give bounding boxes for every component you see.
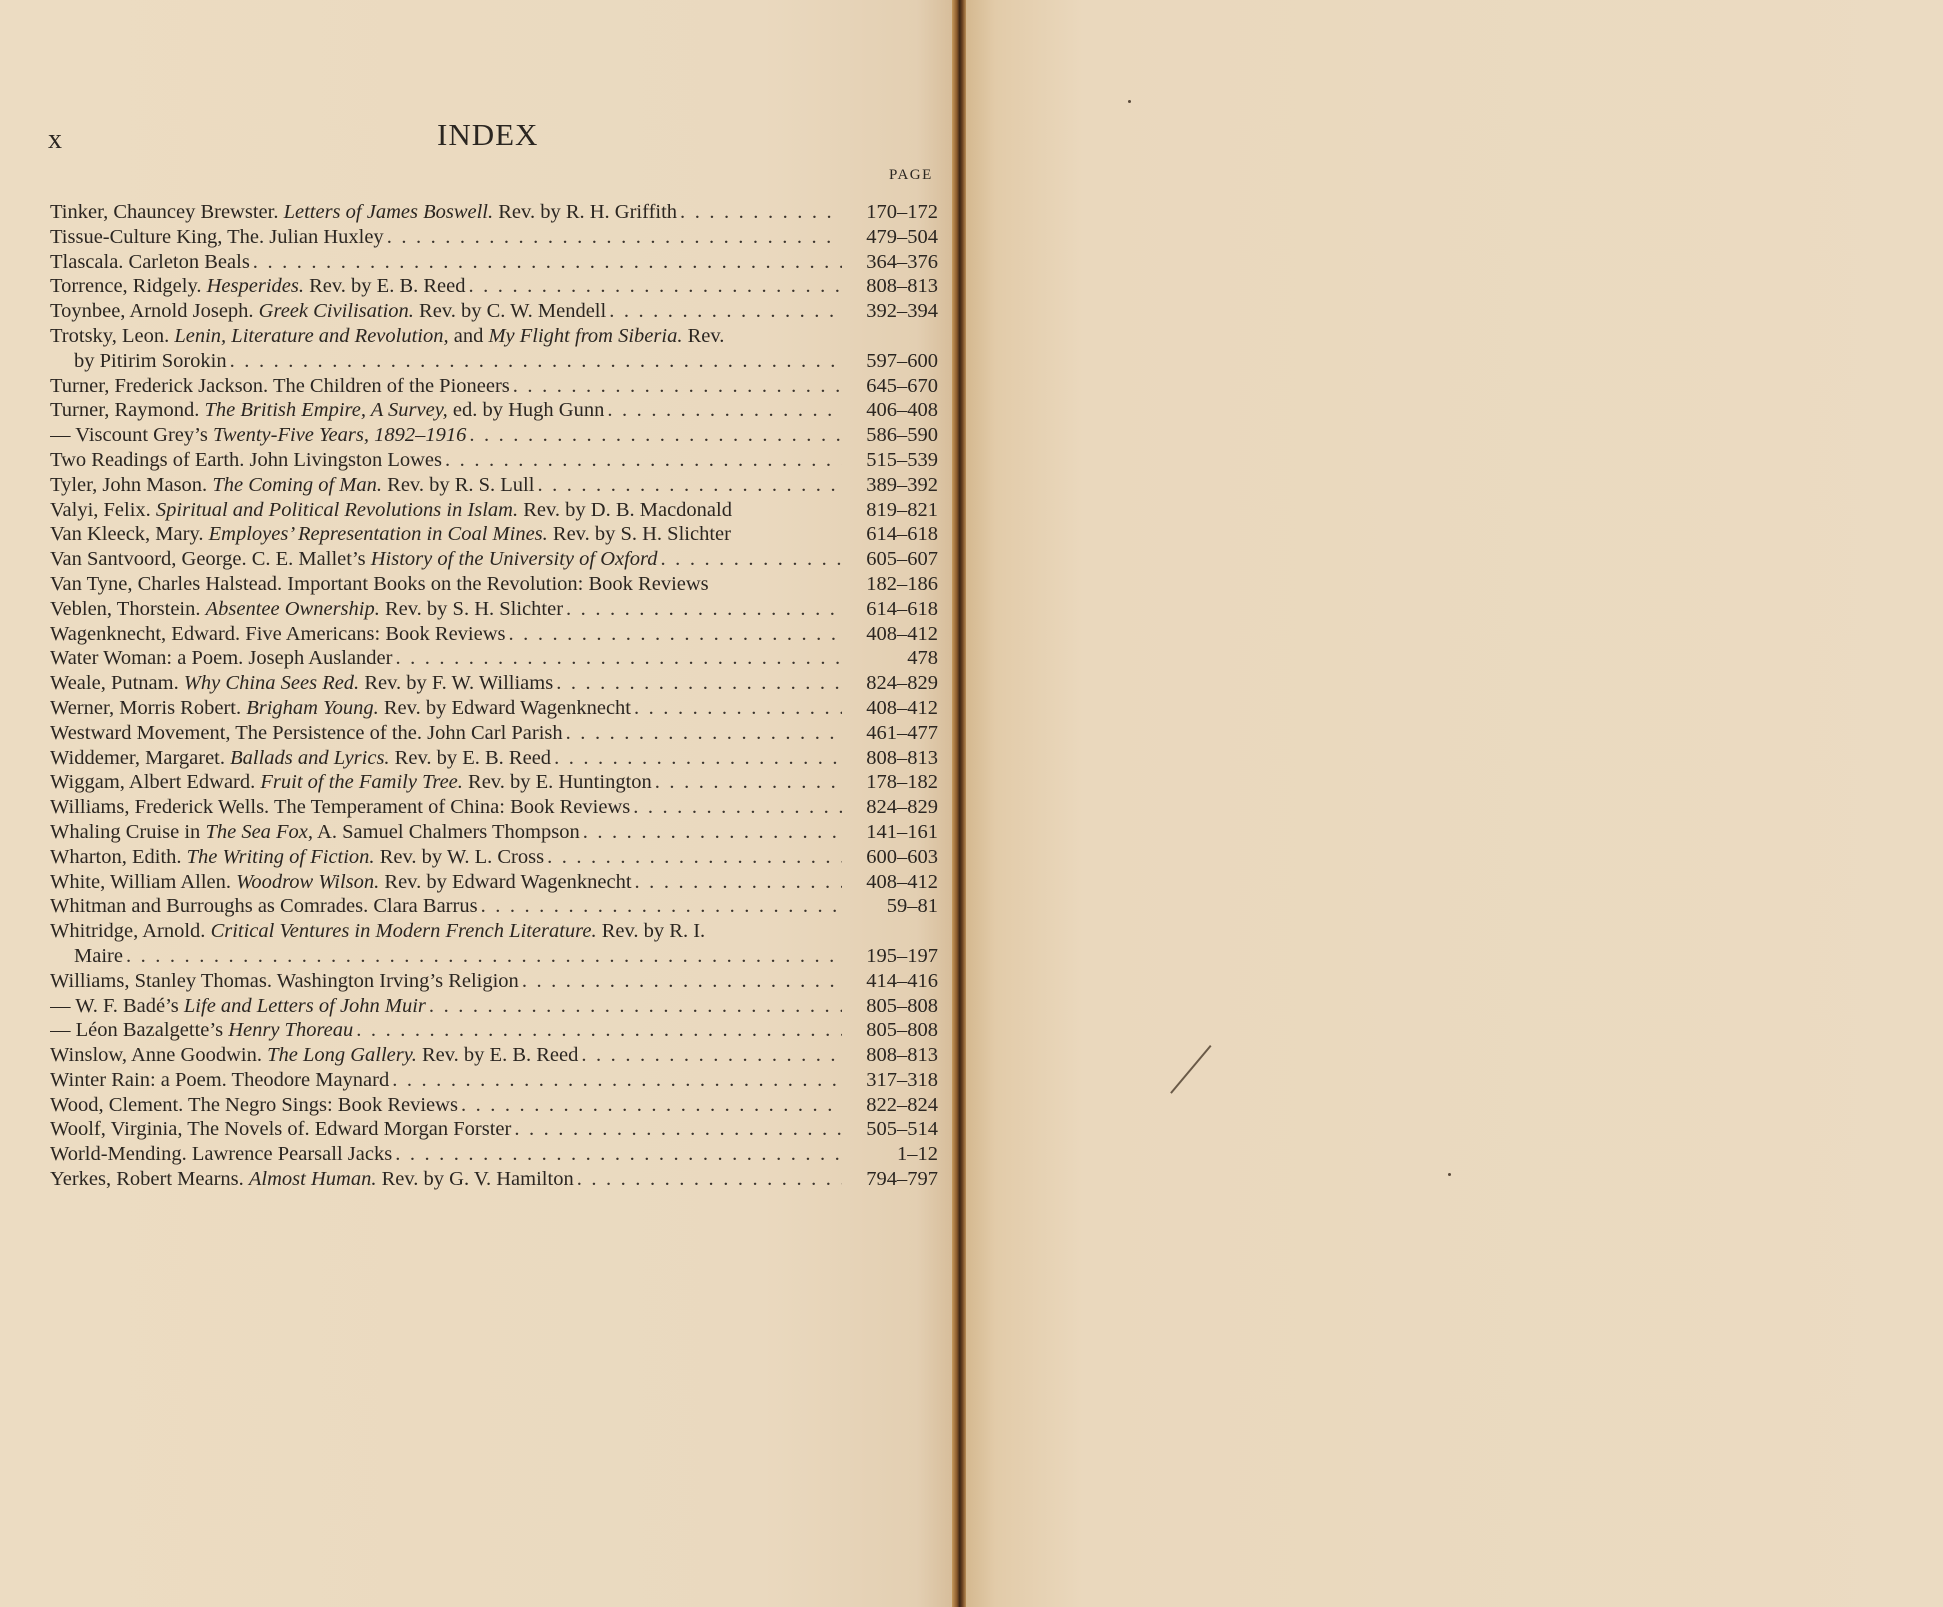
dot-leader xyxy=(387,225,842,250)
dot-leader xyxy=(655,770,842,795)
dot-leader xyxy=(633,795,842,820)
index-entry-text: Tlascala. Carleton Beals xyxy=(50,250,250,273)
paper-speck xyxy=(1448,1173,1451,1176)
index-entry-first-line: Whitridge, Arnold. Critical Ventures in Modern French Literature. Rev. by R. I. xyxy=(50,920,706,943)
index-entry-pages: 408–412 xyxy=(866,622,938,645)
dot-leader xyxy=(547,845,842,870)
index-entry-text: Woolf, Virginia, The Novels of. Edward Morgan Forster xyxy=(50,1118,512,1141)
index-entry xyxy=(50,597,938,622)
index-entry-text: Tinker, Chauncey Brewster. Letters of James Boswell. Rev. by R. H. Griffith xyxy=(50,201,678,223)
index-entry-pages: 479–504 xyxy=(866,225,938,248)
index-entry xyxy=(50,845,938,870)
index-entry-text: Valyi, Felix. Spiritual and Political Revolutions in Islam. Rev. by D. B. Macdonald xyxy=(50,498,732,521)
index-entry xyxy=(50,770,938,795)
index-entry xyxy=(50,299,938,324)
dot-leader xyxy=(392,1068,842,1093)
index-entry-pages: 824–829 xyxy=(866,796,938,819)
index-entry-pages: 808–813 xyxy=(866,1044,938,1067)
index-entry-text: Torrence, Ridgely. Hesperides. Rev. by E. B. Reed xyxy=(50,275,466,298)
index-entry xyxy=(50,994,938,1019)
index-entry xyxy=(50,870,938,895)
index-entry xyxy=(50,473,938,498)
index-entry-text: Tyler, John Mason. The Coming of Man. Rev. by R. S. Lull xyxy=(50,473,535,496)
index-entry-pages: 822–824 xyxy=(866,1093,938,1116)
index-entry-pages: 1–12 xyxy=(897,1143,938,1166)
book-gutter xyxy=(952,0,966,1607)
dot-leader xyxy=(513,374,842,399)
dot-leader xyxy=(581,1043,842,1068)
index-entry-text: Two Readings of Earth. John Livingston Lowes xyxy=(50,448,443,471)
index-entry xyxy=(50,498,938,523)
dot-leader xyxy=(609,299,842,324)
index-entry-pages: 317–318 xyxy=(866,1068,938,1091)
index-entry-text: Weale, Putnam. Why China Sees Red. Rev. by F. W. Williams xyxy=(50,672,554,695)
index-entry-text: Veblen, Thorstein. Absentee Ownership. Rev. by S. H. Slichter xyxy=(50,597,564,620)
dot-leader xyxy=(537,473,842,498)
dot-leader xyxy=(469,274,843,299)
index-entry xyxy=(50,1068,938,1093)
index-entry-text: Wiggam, Albert Edward. Fruit of the Family Tree. Rev. by E. Huntington xyxy=(50,771,652,794)
index-entry-text: Van Santvoord, George. C. E. Mallet’s History of the University of Oxford xyxy=(50,548,658,571)
dot-leader xyxy=(607,398,842,423)
index-entry-pages: 805–808 xyxy=(866,994,938,1017)
index-entry-pages: 408–412 xyxy=(866,870,938,893)
index-entry-pages: 515–539 xyxy=(866,448,938,471)
index-entry-text: by Pitirim Sorokin xyxy=(74,349,227,372)
index-entry-pages: 141–161 xyxy=(866,820,938,843)
index-entry-pages: 614–618 xyxy=(866,523,938,546)
index-entry xyxy=(50,696,938,721)
dot-leader xyxy=(514,1117,842,1142)
index-entry-text: Wood, Clement. The Negro Sings: Book Reviews xyxy=(50,1093,458,1116)
index-entry-text: Turner, Frederick Jackson. The Children of the Pioneers xyxy=(50,374,510,397)
dot-leader xyxy=(461,1093,842,1118)
index-entry xyxy=(50,398,938,423)
index-entry-pages: 605–607 xyxy=(866,548,938,571)
index-entry xyxy=(50,225,938,250)
dot-leader xyxy=(509,622,842,647)
index-entry-text: Water Woman: a Poem. Joseph Auslander xyxy=(50,647,393,670)
index-entry-pages: 170–172 xyxy=(866,201,938,223)
pencil-mark xyxy=(1170,1045,1211,1094)
index-entry-pages: 364–376 xyxy=(866,250,938,273)
index-entry xyxy=(50,572,938,597)
dot-leader xyxy=(577,1167,842,1192)
dot-leader xyxy=(522,969,842,994)
index-entry-text: Van Tyne, Charles Halstead. Important Books on the Revolution: Book Reviews xyxy=(50,572,709,595)
index-entry-pages: 408–412 xyxy=(866,696,938,719)
index-entry xyxy=(50,1018,938,1043)
index-entry-text: World-Mending. Lawrence Pearsall Jacks xyxy=(50,1143,393,1166)
dot-leader xyxy=(566,597,842,622)
index-entry xyxy=(50,423,938,448)
index-entry-text: Maire xyxy=(74,944,123,967)
index-entries xyxy=(50,200,938,1192)
index-entry xyxy=(50,1043,938,1068)
index-entry-pages: 414–416 xyxy=(866,969,938,992)
index-entry-pages: 597–600 xyxy=(866,349,938,372)
dot-leader xyxy=(445,448,842,473)
index-entry-text: Wagenknecht, Edward. Five Americans: Book Reviews xyxy=(50,622,506,645)
index-entry-pages: 808–813 xyxy=(866,275,938,298)
index-entry-pages: 178–182 xyxy=(866,771,938,794)
index-entry-pages: 392–394 xyxy=(866,300,938,323)
index-entry-pages: 59–81 xyxy=(886,895,938,918)
index-entry-pages: 794–797 xyxy=(866,1168,938,1191)
index-entry xyxy=(50,894,938,919)
dot-leader xyxy=(635,870,842,895)
index-entry xyxy=(50,746,938,771)
dot-leader xyxy=(126,944,842,969)
index-entry-text: Wharton, Edith. The Writing of Fiction. Rev. by W. L. Cross xyxy=(50,845,545,868)
index-entry-text: Whaling Cruise in The Sea Fox, A. Samuel Chalmers Thompson xyxy=(50,820,580,843)
index-entry xyxy=(50,448,938,473)
dot-leader xyxy=(469,423,842,448)
dot-leader xyxy=(481,894,842,919)
index-entry-pages: 600–603 xyxy=(866,845,938,868)
index-entry xyxy=(50,1093,938,1118)
index-entry-text: — Viscount Grey’s Twenty-Five Years, 1892–1916 xyxy=(50,424,467,447)
index-entry xyxy=(50,250,938,275)
index-entry-text: Williams, Frederick Wells. The Temperament of China: Book Reviews xyxy=(50,796,631,819)
index-entry-pages: 805–808 xyxy=(866,1019,938,1042)
index-entry-pages: 406–408 xyxy=(866,399,938,422)
index-entry-pages: 645–670 xyxy=(866,374,938,397)
index-entry xyxy=(50,671,938,696)
index-entry xyxy=(50,1167,938,1192)
left-page xyxy=(0,0,955,1607)
dot-leader xyxy=(554,746,842,771)
index-entry xyxy=(50,522,938,547)
index-entry-pages: 182–186 xyxy=(866,572,938,595)
dot-leader xyxy=(356,1018,842,1043)
index-entry-text: White, William Allen. Woodrow Wilson. Rev. by Edward Wagenknecht xyxy=(50,870,632,893)
index-entry-text: Yerkes, Robert Mearns. Almost Human. Rev. by G. V. Hamilton xyxy=(50,1168,574,1191)
dot-leader xyxy=(253,250,842,275)
dot-leader xyxy=(395,1142,842,1167)
index-entry xyxy=(50,721,938,746)
index-entry-pages: 195–197 xyxy=(866,944,938,967)
index-entry xyxy=(50,274,938,299)
index-entry xyxy=(50,374,938,399)
index-entry-pages: 461–477 xyxy=(866,721,938,744)
index-entry-text: Van Kleeck, Mary. Employes’ Representation in Coal Mines. Rev. by S. H. Slichter xyxy=(50,523,731,546)
dot-leader xyxy=(556,671,842,696)
index-entry xyxy=(50,1117,938,1142)
index-entry-text: Toynbee, Arnold Joseph. Greek Civilisation. Rev. by C. W. Mendell xyxy=(50,300,607,323)
page-number: x xyxy=(48,124,63,155)
dot-leader xyxy=(566,721,842,746)
dot-leader xyxy=(634,696,842,721)
running-head: INDEX xyxy=(437,117,539,152)
dot-leader xyxy=(230,349,842,374)
index-entry-first-line: Trotsky, Leon. Lenin, Literature and Revolution, and My Flight from Siberia. Rev. xyxy=(50,324,725,347)
index-entry-pages: 614–618 xyxy=(866,597,938,620)
index-entry xyxy=(50,622,938,647)
index-entry-text: Winter Rain: a Poem. Theodore Maynard xyxy=(50,1068,390,1091)
index-entry-text: Whitman and Burroughs as Comrades. Clara Barrus xyxy=(50,895,478,918)
index-entry-text: Williams, Stanley Thomas. Washington Irving’s Religion xyxy=(50,969,519,992)
index-entry-pages: 586–590 xyxy=(866,424,938,447)
index-entry-pages: 824–829 xyxy=(866,672,938,695)
paper-speck xyxy=(1128,100,1131,103)
index-entry-pages: 505–514 xyxy=(866,1118,938,1141)
index-entry-text: Turner, Raymond. The British Empire, A Survey, ed. by Hugh Gunn xyxy=(50,399,605,422)
index-entry xyxy=(50,200,938,225)
index-entry-text: — Léon Bazalgette’s Henry Thoreau xyxy=(50,1019,354,1042)
index-entry-pages: 819–821 xyxy=(866,498,938,521)
index-entry-text: Tissue-Culture King, The. Julian Huxley xyxy=(50,225,384,248)
right-page-blank xyxy=(966,0,1943,1607)
index-entry xyxy=(50,646,938,671)
index-entry-text: Werner, Morris Robert. Brigham Young. Rev. by Edward Wagenknecht xyxy=(50,696,631,719)
dot-leader xyxy=(429,994,842,1019)
index-entry-pages: 808–813 xyxy=(866,746,938,769)
index-entry-pages: 478 xyxy=(907,647,938,670)
index-entry xyxy=(50,820,938,845)
index-entry xyxy=(50,969,938,994)
index-entry xyxy=(50,1142,938,1167)
index-entry xyxy=(50,547,938,572)
index-entry xyxy=(50,919,938,969)
index-entry xyxy=(50,795,938,820)
dot-leader xyxy=(661,547,842,572)
dot-leader xyxy=(680,200,842,225)
index-entry xyxy=(50,324,938,374)
dot-leader xyxy=(583,820,842,845)
dot-leader xyxy=(395,646,842,671)
index-entry-text: — W. F. Badé’s Life and Letters of John Muir xyxy=(50,994,426,1017)
index-entry-pages: 389–392 xyxy=(866,473,938,496)
index-entry-text: Westward Movement, The Persistence of the. John Carl Parish xyxy=(50,721,563,744)
index-entry-text: Winslow, Anne Goodwin. The Long Gallery. Rev. by E. B. Reed xyxy=(50,1044,579,1067)
page-column-label: PAGE xyxy=(889,167,933,183)
index-entry-text: Widdemer, Margaret. Ballads and Lyrics. Rev. by E. B. Reed xyxy=(50,746,552,769)
